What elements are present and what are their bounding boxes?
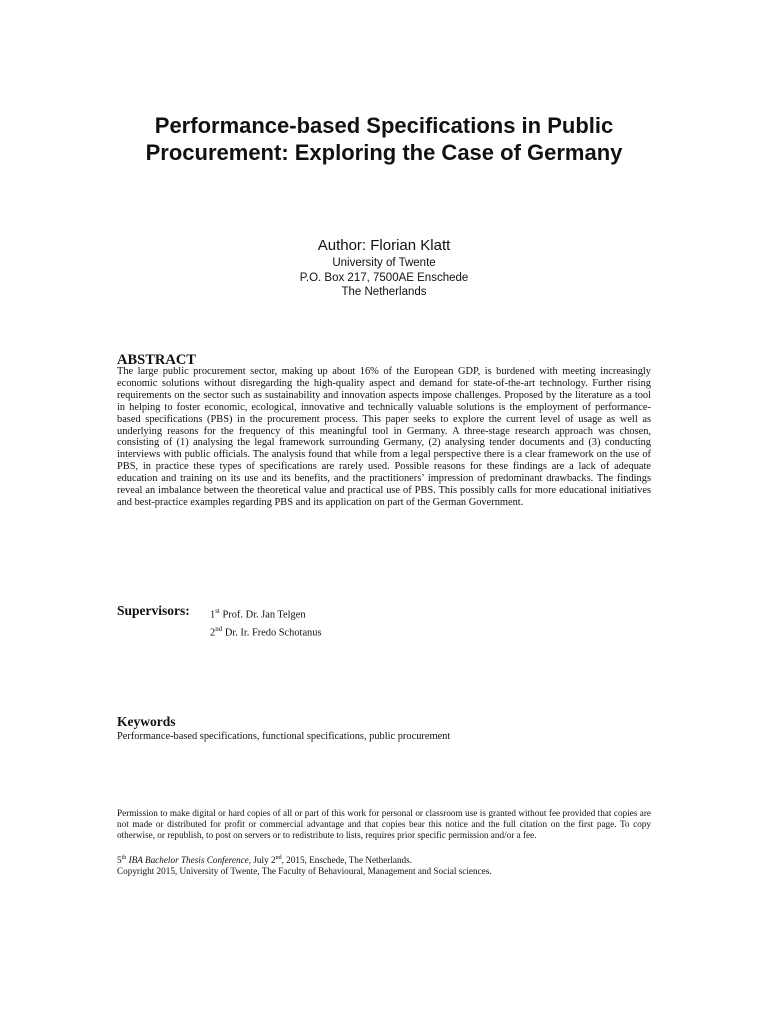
supervisor-name: Dr. Ir. Fredo Schotanus: [224, 627, 322, 639]
permission-notice: Permission to make digital or hard copies of all or part of this work for personal or classroom use is granted without fee provided that copies are not made or distributed for profit or commercial advantage and that copies bear this notice and the full citation on the first page. To copy otherwise, or republish, to post on servers or to redistribute to lists, requires prior specific permission and/or a fee.: [117, 808, 651, 841]
supervisor-ordinal: 1: [210, 609, 216, 621]
affiliation-address: P.O. Box 217, 7500AE Enschede: [299, 271, 469, 284]
conference-rest: , 2015, Enschede, The Netherlands.: [281, 855, 413, 866]
supervisor-first: [210, 604, 322, 622]
conference-footer: [117, 853, 651, 877]
abstract-heading: ABSTRACT: [117, 352, 196, 368]
supervisor-second: [210, 622, 322, 640]
supervisor-ordinal-suffix: st: [215, 607, 220, 615]
supervisor-ordinal: 2: [210, 627, 216, 639]
copyright-line: Copyright 2015, University of Twente, The Faculty of Behavioural, Management and Social sciences.: [117, 866, 492, 877]
conference-date-prefix: , July 2: [248, 855, 276, 866]
author-block: [200, 236, 568, 300]
supervisors-heading: Supervisors:: [117, 603, 190, 618]
conference-name: IBA Bachelor Thesis Conference: [128, 855, 249, 866]
supervisors-list: [210, 604, 322, 641]
author-name: Author: Florian Klatt: [317, 237, 451, 254]
conference-ordinal-suffix: th: [121, 855, 127, 861]
keywords-text: Performance-based specifications, functional specifications, public procurement: [117, 731, 451, 742]
affiliation-country: The Netherlands: [341, 286, 427, 298]
conference-date-suffix: nd: [275, 855, 282, 861]
supervisor-name: Prof. Dr. Jan Telgen: [222, 609, 306, 621]
abstract-text: The large public procurement sector, making up about 16% of the European GDP, is burdened with meeting increasingly economic solutions without disregarding the high-quality aspect and demand for state-of-the-art technology. Further rising requirements on the sector such as sustainability and innovation aspects impose challenges. Proposed by the literature as a tool in helping to foster economic, ecological, innovative and technically valuable solutions is the employment of performance-based specifications (PBS) in the procurement process. This paper seeks to explore the current level of usage as well as underlying reasons for the frequency of this meaningful tool in Germany. A three-stage research approach was chosen, consisting of (1) analysing the legal framework surrounding Germany, (2) analysing tender documents and (3) conducting interviews with public officials. The analysis found that while from a legal perspective there is a clear framework on the use of PBS, in practice these types of specifications are rarely used. Possible reasons for these findings are a lack of adequate education and training on its use and its benefits, and the practitioners’ impression of predominant drawbacks. The findings reveal an imbalance between the theoretical value and practical use of PBS. This possibly calls for more educational initiatives and best-practice examples regarding PBS and its application on part of the German Government.: [117, 366, 651, 508]
keywords-heading: Keywords: [117, 714, 176, 729]
conference-line: [117, 853, 651, 866]
affiliation-university: University of Twente: [332, 257, 436, 269]
paper-title: Performance-based Specifications in Public Procurement: Exploring the Case of Germany: [145, 113, 623, 165]
supervisor-ordinal-suffix: nd: [215, 625, 223, 634]
conference-ordinal: 5: [117, 855, 122, 866]
